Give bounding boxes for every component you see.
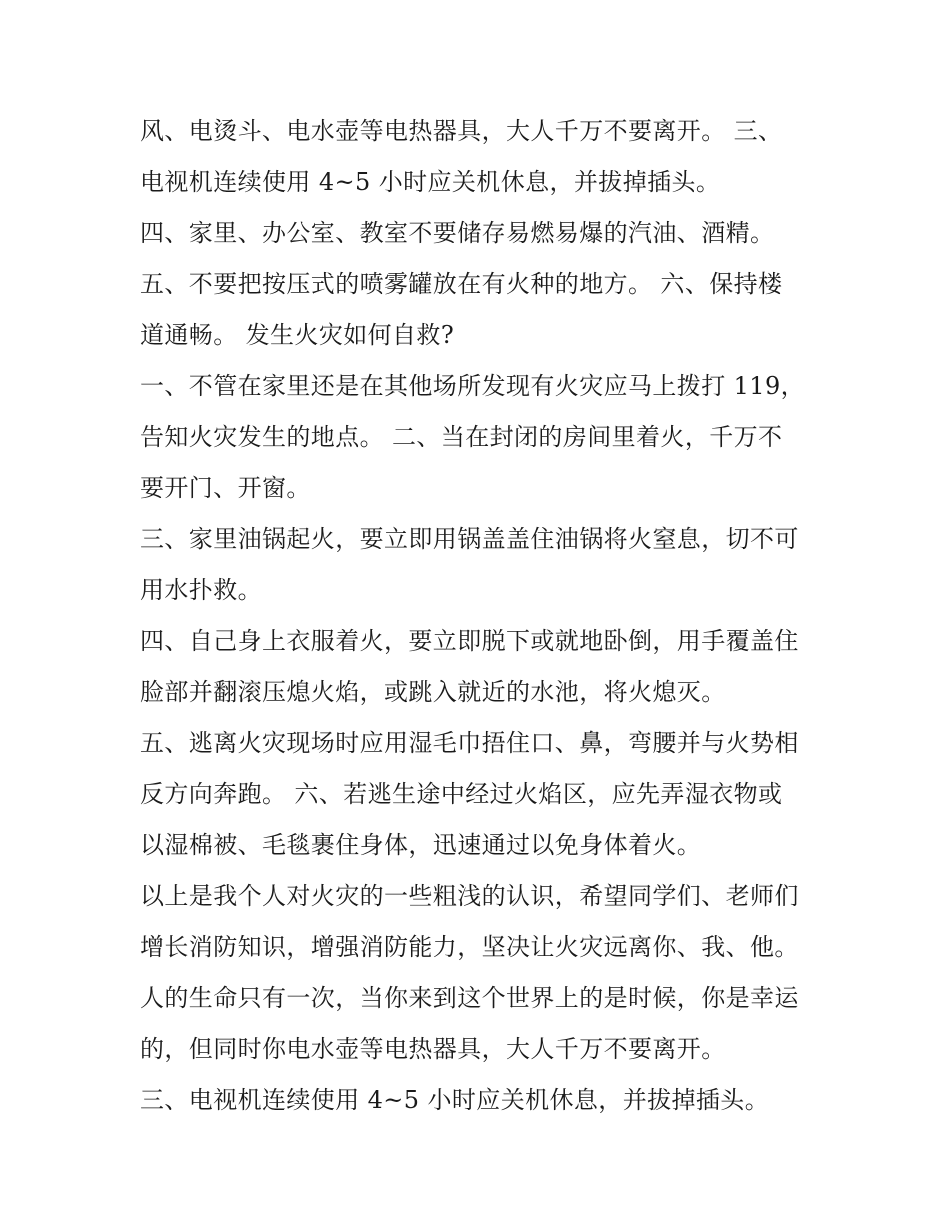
text-line: 道通畅。 发生火灾如何自救? xyxy=(140,321,455,349)
text-line: 以湿棉被、毛毯裹住身体，迅速通过以免身体着火。 xyxy=(140,831,702,859)
text-line: 风、电烫斗、电水壶等电热器具，大人千万不要离开。 三、 xyxy=(140,117,783,145)
text-line: 的，但同时你电水壶等电热器具，大人千万不要离开。 xyxy=(140,1035,726,1063)
text-line: 人的生命只有一次，当你来到这个世界上的是时候，你是幸运 xyxy=(140,984,799,1012)
text-line: 脸部并翻滚压熄火焰，或跳入就近的水池，将火熄灭。 xyxy=(140,678,726,706)
document-body xyxy=(140,106,830,1126)
text-line: 四、自己身上衣服着火，要立即脱下或就地卧倒，用手覆盖住 xyxy=(140,627,799,655)
text-line: 用水扑救。 xyxy=(140,576,262,604)
text-line: 电视机连续使用 4~5 小时应关机休息，并拔掉插头。 xyxy=(140,168,721,196)
text-line: 五、逃离火灾现场时应用湿毛巾捂住口、鼻，弯腰并与火势相 xyxy=(140,729,799,757)
text-line: 三、家里油锅起火，要立即用锅盖盖住油锅将火窒息，切不可 xyxy=(140,525,799,553)
text-line: 要开门、开窗。 xyxy=(140,474,311,502)
text-line: 以上是我个人对火灾的一些粗浅的认识，希望同学们、老师们 xyxy=(140,882,799,910)
text-line: 五、不要把按压式的喷雾罐放在有火种的地方。 六、保持楼 xyxy=(140,270,783,298)
text-line: 增长消防知识，增强消防能力，坚决让火灾远离你、我、他。 xyxy=(140,933,799,961)
text-line: 一、不管在家里还是在其他场所发现有火灾应马上拨打 119， xyxy=(140,372,806,400)
text-line: 四、家里、办公室、教室不要储存易燃易爆的汽油、酒精。 xyxy=(140,219,775,247)
text-line: 三、电视机连续使用 4~5 小时应关机休息，并拔掉插头。 xyxy=(140,1086,770,1114)
text-line: 反方向奔跑。 六、若逃生途中经过火焰区，应先弄湿衣物或 xyxy=(140,780,783,808)
text-line: 告知火灾发生的地点。 二、当在封闭的房间里着火，千万不 xyxy=(140,423,783,451)
